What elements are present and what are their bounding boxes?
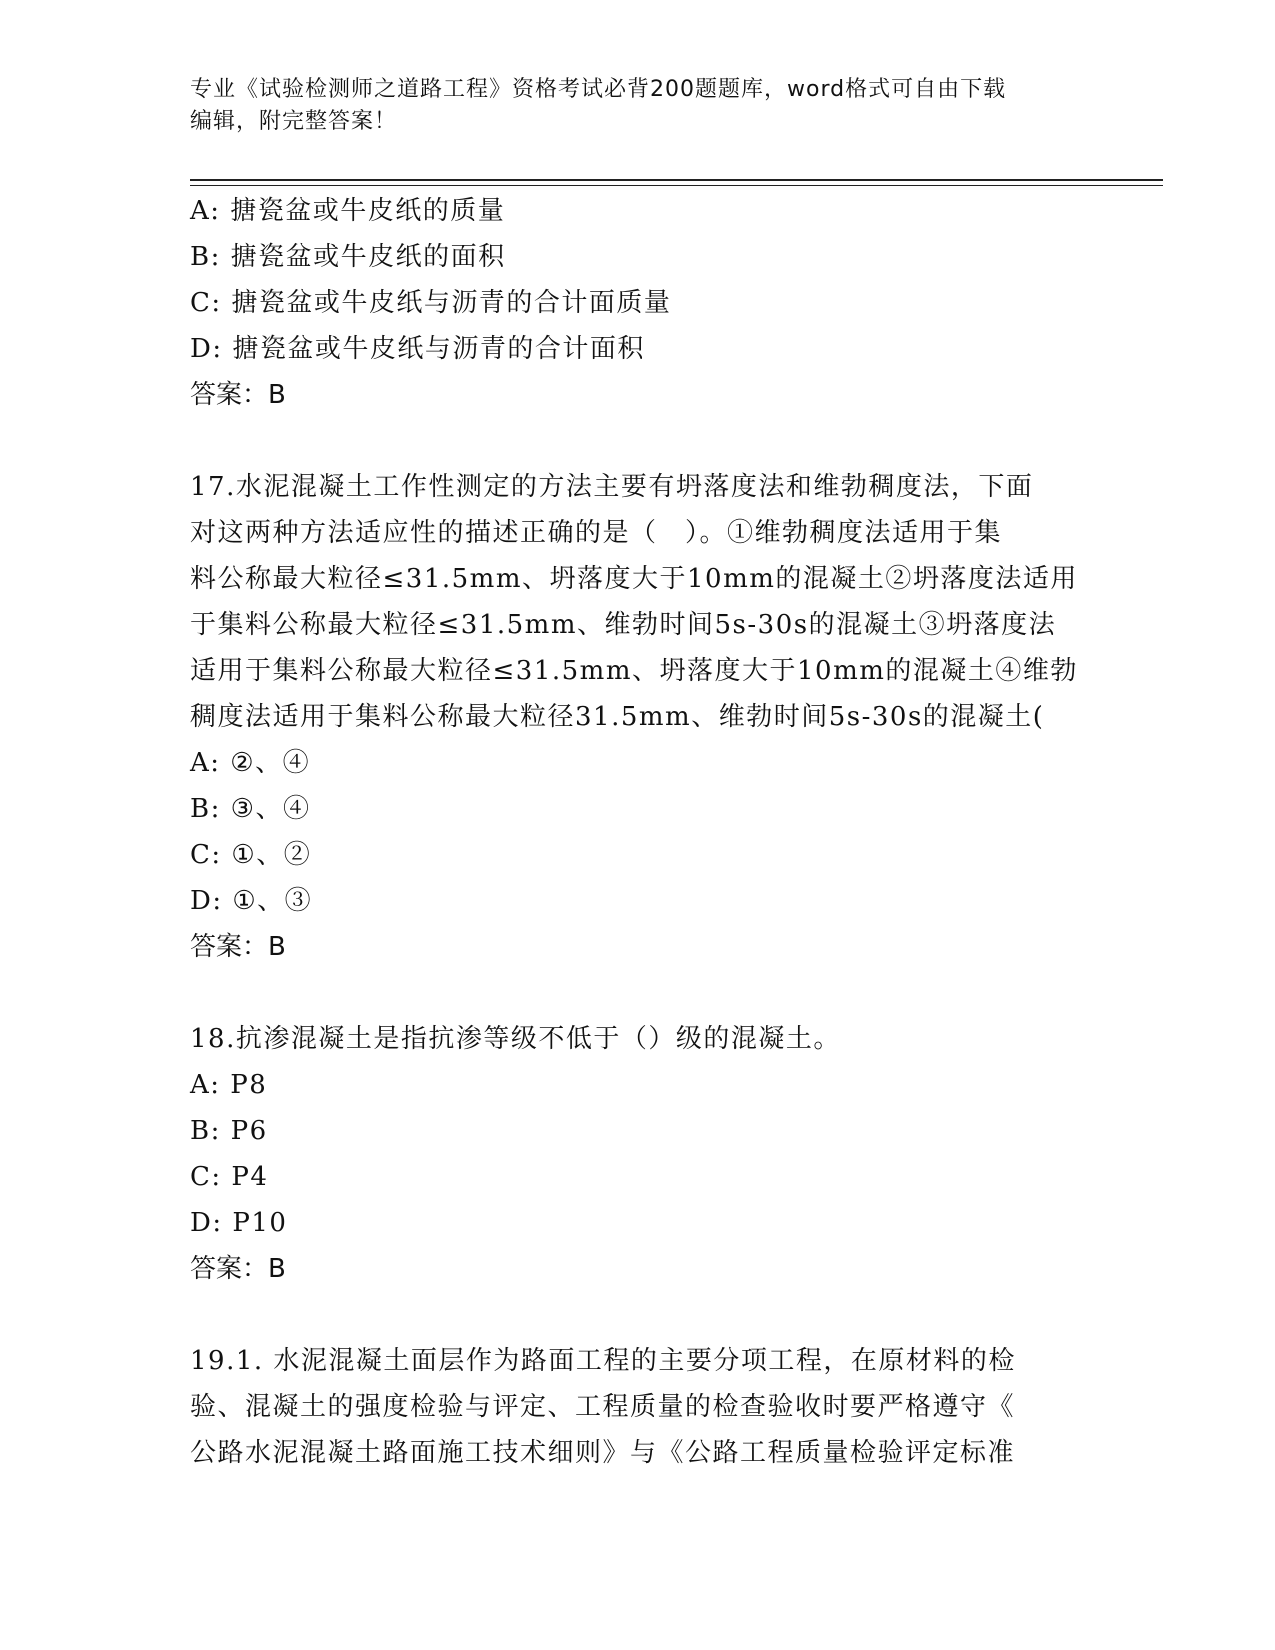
header-divider-thin — [190, 185, 1163, 186]
question-19 — [190, 1338, 1090, 1476]
q19-stem-line-2: 验、混凝土的强度检验与评定、工程质量的检查验收时要严格遵守《 — [190, 1392, 1016, 1422]
q16-option-b: B: 搪瓷盆或牛皮纸的面积 — [190, 242, 506, 272]
header-divider-thick — [190, 179, 1163, 181]
q17-option-d: D: ①、③ — [190, 886, 313, 916]
q18-stem: 18.抗渗混凝土是指抗渗等级不低于（）级的混凝土。 — [190, 1024, 841, 1054]
q17-stem-line-3: 料公称最大粒径≤31.5mm、坍落度大于10mm的混凝土②坍落度法适用 — [190, 564, 1078, 594]
q17-stem-line-2: 对这两种方法适应性的描述正确的是（ ）。①维勃稠度法适用于集 — [190, 518, 1003, 548]
q17-answer: 答案：B — [190, 932, 286, 962]
q16-option-d: D: 搪瓷盆或牛皮纸与沥青的合计面积 — [190, 334, 645, 364]
q17-stem-line-5: 适用于集料公称最大粒径≤31.5mm、坍落度大于10mm的混凝土④维勃 — [190, 656, 1078, 686]
q16-option-c: C: 搪瓷盆或牛皮纸与沥青的合计面质量 — [190, 288, 672, 318]
q18-answer: 答案：B — [190, 1254, 286, 1284]
spacer — [190, 970, 1090, 1016]
q18-option-a: A: P8 — [190, 1070, 268, 1100]
q17-option-a: A: ②、④ — [190, 748, 311, 778]
q16-answer: 答案：B — [190, 380, 286, 410]
q17-option-c: C: ①、② — [190, 840, 312, 870]
question-content — [190, 188, 1090, 1476]
document-header — [190, 74, 1090, 138]
question-18 — [190, 1016, 1090, 1292]
q18-option-d: D: P10 — [190, 1208, 288, 1238]
q17-stem-line-4: 于集料公称最大粒径≤31.5mm、维勃时间5s-30s的混凝土③坍落度法 — [190, 610, 1057, 640]
spacer — [190, 1292, 1090, 1338]
question-16 — [190, 188, 1090, 418]
q17-stem-line-1: 17.水泥混凝土工作性测定的方法主要有坍落度法和维勃稠度法，下面 — [190, 472, 1034, 502]
spacer — [190, 418, 1090, 464]
q19-stem-line-3: 公路水泥混凝土路面施工技术细则》与《公路工程质量检验评定标准 — [190, 1438, 1016, 1468]
q19-stem-line-1: 19.1. 水泥混凝土面层作为路面工程的主要分项工程，在原材料的检 — [190, 1346, 1016, 1376]
question-17 — [190, 464, 1090, 970]
q18-option-c: C: P4 — [190, 1162, 269, 1192]
q17-stem-line-6: 稠度法适用于集料公称最大粒径31.5mm、维勃时间5s-30s的混凝土( — [190, 702, 1045, 732]
q17-option-b: B: ③、④ — [190, 794, 311, 824]
q16-option-a: A: 搪瓷盆或牛皮纸的质量 — [190, 196, 506, 226]
header-line-2: 编辑，附完整答案！ — [190, 109, 398, 134]
header-line-1: 专业《试验检测师之道路工程》资格考试必背200题题库，word格式可自由下载 — [190, 77, 1007, 102]
q18-option-b: B: P6 — [190, 1116, 268, 1146]
